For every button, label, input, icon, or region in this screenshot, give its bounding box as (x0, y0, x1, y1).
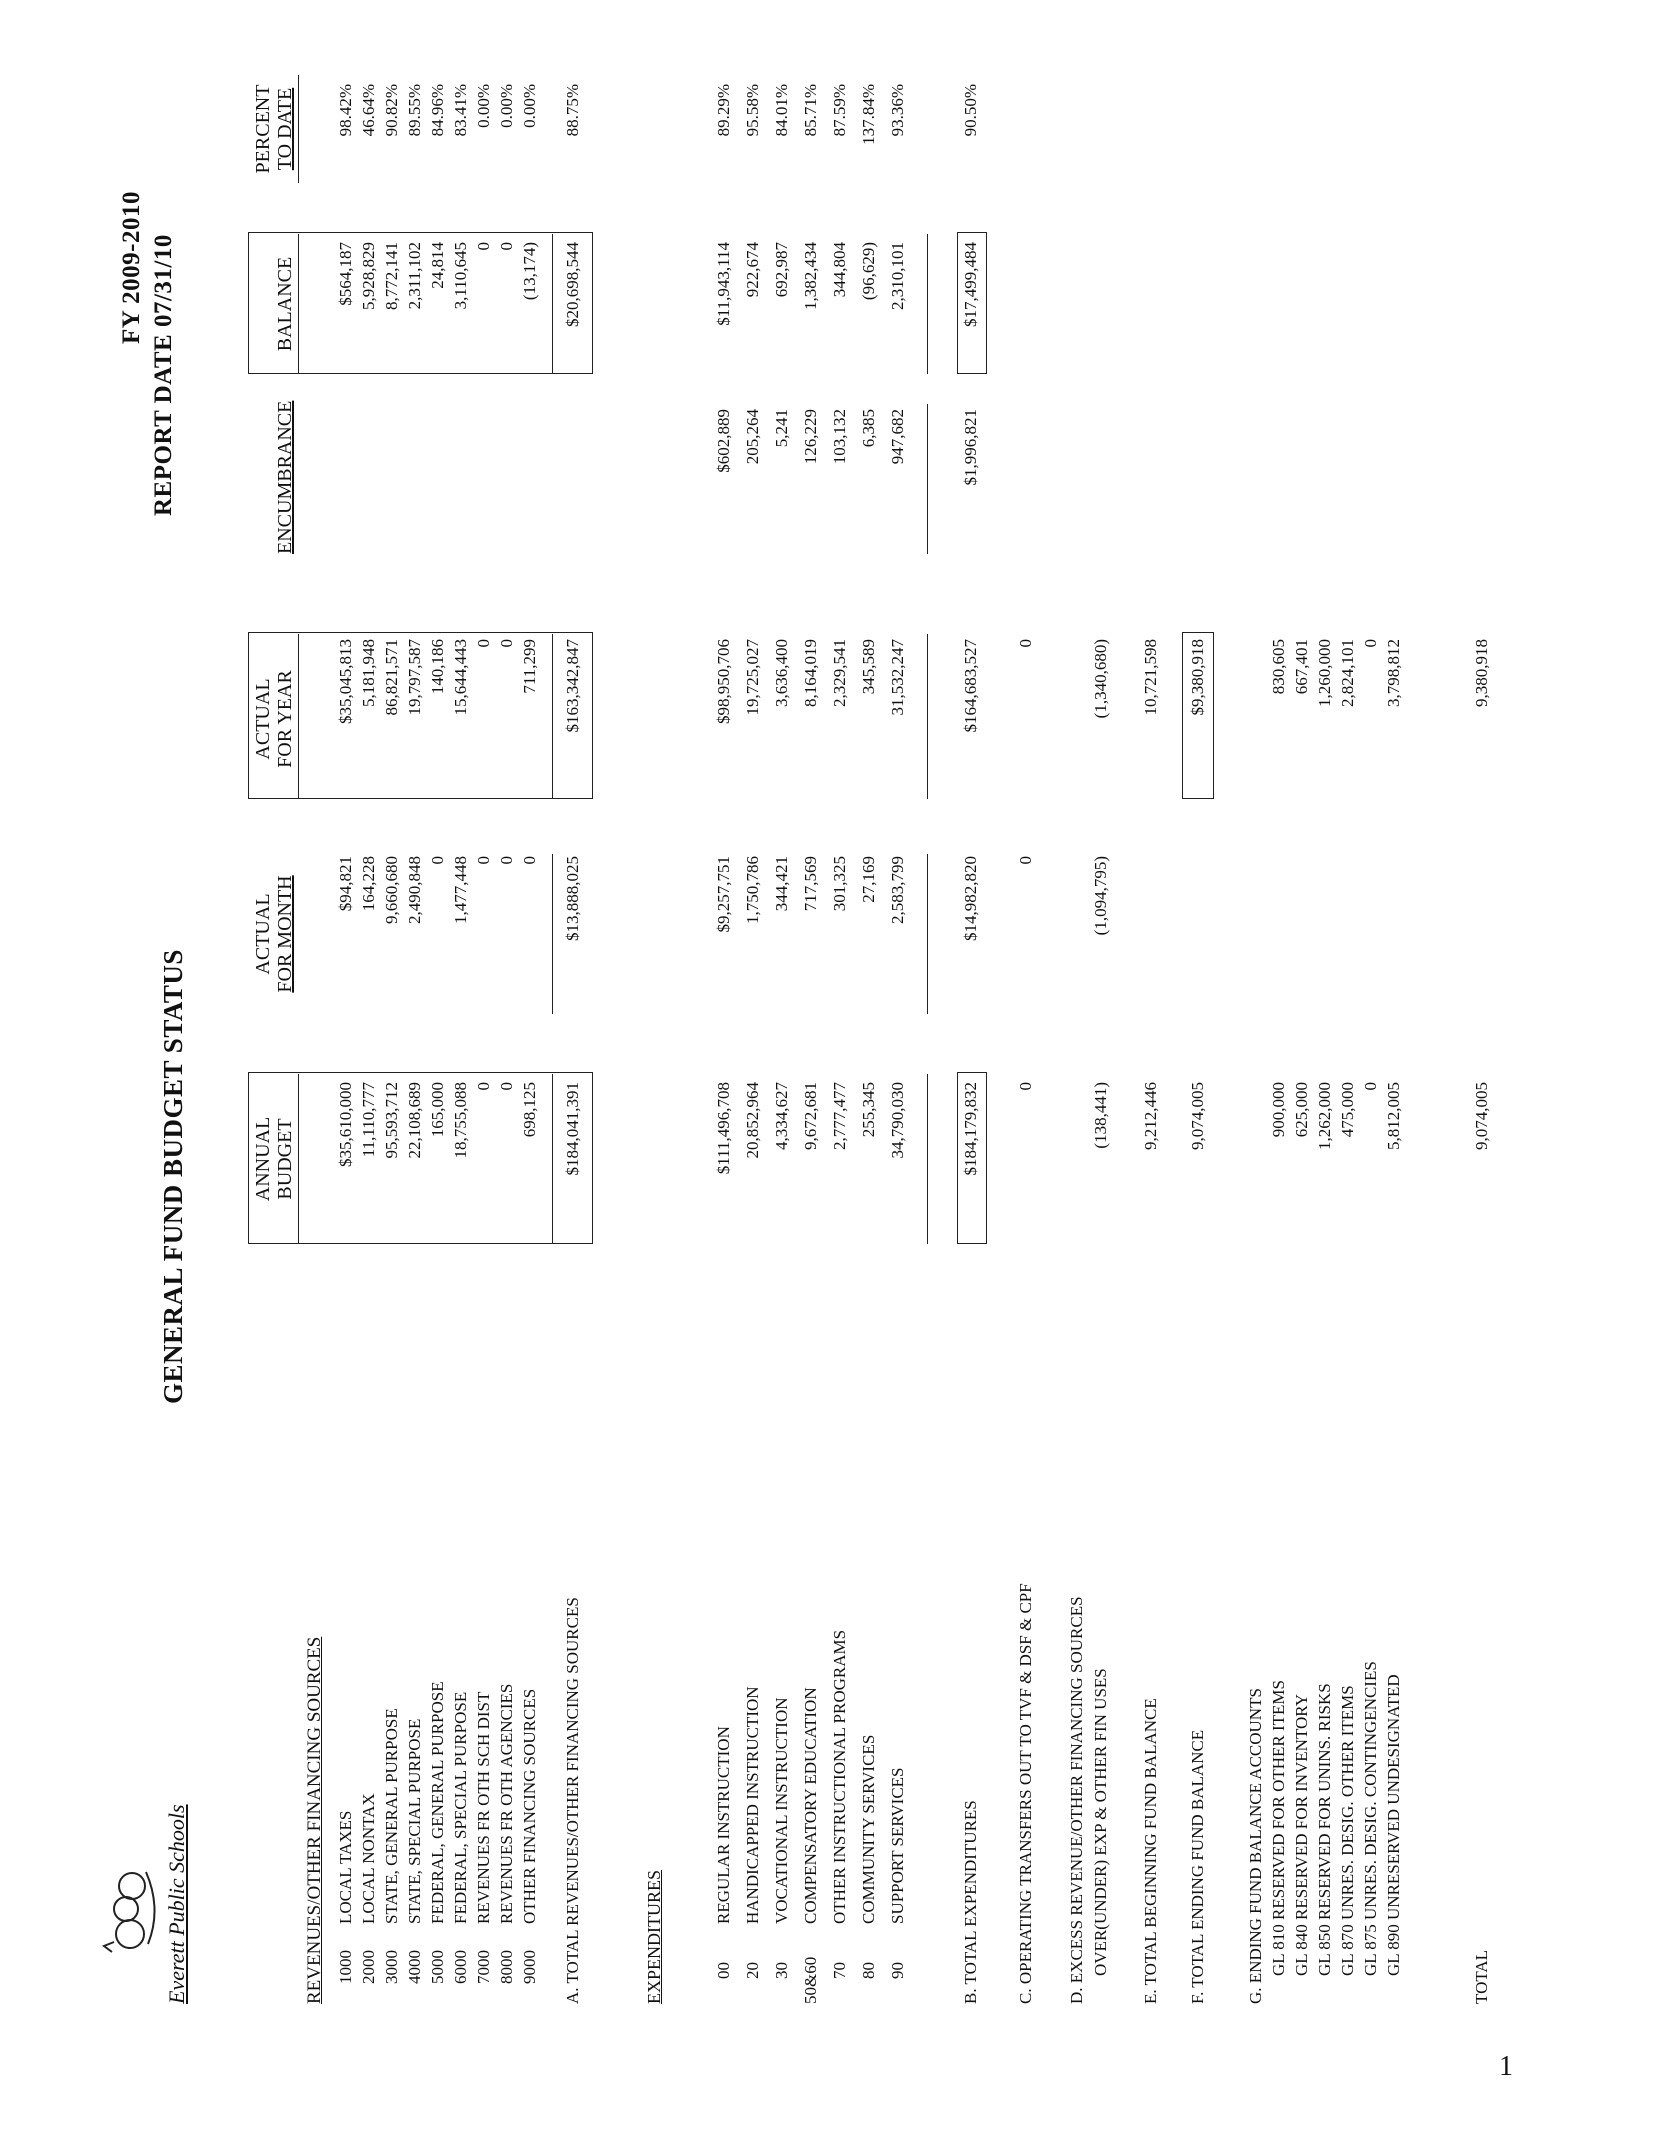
revenue-balance: $564,187 (336, 242, 355, 306)
account-label: GL 890 UNRESERVED UNDESIGNATED (1384, 1674, 1403, 1976)
revenue-month: 9,660,680 (382, 856, 401, 924)
transfers-label: C. OPERATING TRANSFERS OUT TO TVF & DSF & CPF (1016, 1583, 1035, 2004)
revenue-pct: 84.96% (428, 84, 447, 137)
revenue-pct: 0.00% (474, 84, 493, 128)
expenditure-label: REGULAR INSTRUCTION (714, 1726, 733, 1924)
expenditure-budget: 255,345 (859, 1082, 878, 1138)
revenue-label: LOCAL TAXES (336, 1810, 355, 1924)
header-encumbrance: ENCUMBRANCE (274, 400, 296, 554)
expenditure-label: COMPENSATORY EDUCATION (801, 1687, 820, 1924)
revenue-balance: 0 (497, 242, 516, 251)
expenditure-code: 90 (888, 1962, 907, 1979)
expenditure-year: 8,164,019 (801, 639, 820, 707)
expenditure-budget: $111,496,708 (714, 1082, 733, 1175)
excess-month: (1,094,795) (1091, 856, 1110, 936)
grand-total-year: 9,380,918 (1472, 639, 1491, 707)
revenue-budget: 698,125 (520, 1082, 539, 1138)
revenue-budget: 165,000 (428, 1082, 447, 1138)
account-budget: 1,262,000 (1315, 1082, 1334, 1150)
expenditure-budget: 4,334,627 (772, 1082, 791, 1150)
expenditure-year: 2,329,541 (830, 639, 849, 707)
expenditure-year: 19,725,027 (743, 639, 762, 716)
excess-label-line1: D. EXCESS REVENUE/OTHER FINANCING SOURCES (1067, 1596, 1086, 2004)
account-label: GL 870 UNRES. DESIG. OTHER ITEMS (1338, 1685, 1357, 1976)
expenditure-budget: 2,777,477 (830, 1082, 849, 1150)
expenditure-year: 345,589 (859, 639, 878, 695)
header-balance: BALANCE (274, 256, 296, 352)
account-budget: 900,000 (1269, 1082, 1288, 1138)
revenue-balance: 0 (474, 242, 493, 251)
revenues-heading: REVENUES/OTHER FINANCING SOURCES (304, 1636, 325, 2004)
total-expenditures-enc: $1,996,821 (961, 409, 980, 486)
expenditure-enc: 6,385 (859, 409, 878, 448)
transfers-year: 0 (1016, 639, 1035, 648)
total-revenues-pct: 88.75% (563, 84, 582, 137)
excess-budget: (138,441) (1091, 1082, 1110, 1149)
revenue-year: 19,797,587 (405, 639, 424, 716)
org-header (100, 1764, 190, 2004)
expenditure-label: OTHER INSTRUCTIONAL PROGRAMS (830, 1629, 849, 1924)
expenditure-enc: $602,889 (714, 409, 733, 473)
grand-total-label: TOTAL (1472, 1949, 1491, 2004)
account-budget: 5,812,005 (1384, 1082, 1403, 1150)
expenditure-label: SUPPORT SERVICES (888, 1767, 907, 1924)
revenue-year: 711,299 (520, 639, 539, 694)
total-expenditures-month: $14,982,820 (961, 856, 980, 941)
revenue-month: 164,228 (359, 856, 378, 912)
expenditure-enc: 126,229 (801, 409, 820, 465)
total-expenditures-label: B. TOTAL EXPENDITURES (961, 1800, 980, 2004)
revenue-code: 3000 (382, 1950, 401, 1984)
revenue-month: 1,477,448 (451, 856, 470, 924)
org-name: Everett Public Schools (164, 1804, 189, 2004)
expenditure-pct: 87.59% (830, 84, 849, 137)
account-label: GL 875 UNRES. DESIG. CONTINGENCIES (1361, 1661, 1380, 1976)
expenditure-balance: (96,629) (859, 242, 878, 301)
accounts-heading: G. ENDING FUND BALANCE ACCOUNTS (1246, 1688, 1265, 2004)
expenditure-pct: 137.84% (859, 84, 878, 145)
account-label: GL 850 RESERVED FOR UNINS. RISKS (1315, 1683, 1334, 1976)
total-revenues-balance: $20,698,544 (563, 242, 582, 327)
total-revenues-budget: $184,041,391 (563, 1082, 582, 1176)
header-percent: PERCENT TO DATE (252, 84, 296, 174)
revenue-code: 6000 (451, 1950, 470, 1984)
revenue-budget: 95,593,712 (382, 1082, 401, 1159)
school-logo-icon (100, 1854, 160, 1964)
expenditure-pct: 93.36% (888, 84, 907, 137)
revenue-label: REVENUES FR OTH AGENCIES (497, 1683, 516, 1924)
page-title: GENERAL FUND BUDGET STATUS (158, 949, 188, 1404)
expenditure-balance: 692,987 (772, 242, 791, 298)
expenditure-month: 2,583,799 (888, 856, 907, 924)
revenue-code: 7000 (474, 1950, 493, 1984)
revenue-balance: 5,928,829 (359, 242, 378, 310)
revenue-label: LOCAL NONTAX (359, 1793, 378, 1924)
expenditure-label: COMMUNITY SERVICES (859, 1734, 878, 1924)
account-label: GL 840 RESERVED FOR INVENTORY (1292, 1694, 1311, 1976)
revenue-month: 0 (428, 856, 447, 865)
revenue-pct: 46.64% (359, 84, 378, 137)
expenditure-month: 717,569 (801, 856, 820, 912)
ending-balance-year: $9,380,918 (1188, 639, 1207, 716)
expenditure-year: 3,636,400 (772, 639, 791, 707)
revenue-label: OTHER FINANCING SOURCES (520, 1688, 539, 1924)
excess-label-line2: OVER(UNDER) EXP & OTHER FIN USES (1091, 1668, 1110, 1976)
expenditure-pct: 84.01% (772, 84, 791, 137)
expenditure-year: $98,950,706 (714, 639, 733, 724)
expenditure-enc: 103,132 (830, 409, 849, 465)
header-actual-year: ACTUAL FOR YEAR (252, 670, 296, 768)
expenditure-pct: 85.71% (801, 84, 820, 137)
revenue-code: 9000 (520, 1950, 539, 1984)
expenditure-balance: 922,674 (743, 242, 762, 298)
revenue-month: 0 (474, 856, 493, 865)
budget-sheet (0, 44, 1560, 2144)
fiscal-year: FY 2009-2010 (118, 191, 145, 344)
expenditure-budget: 9,672,681 (801, 1082, 820, 1150)
revenue-budget: 0 (497, 1082, 516, 1091)
revenue-pct: 90.82% (382, 84, 401, 137)
expenditure-code: 50&60 (801, 1956, 820, 2004)
page-number: 1 (1499, 2051, 1513, 2082)
revenue-year: 0 (474, 639, 493, 648)
expenditure-year: 31,532,247 (888, 639, 907, 716)
revenue-label: FEDERAL, SPECIAL PURPOSE (451, 1691, 470, 1924)
account-budget: 625,000 (1292, 1082, 1311, 1138)
account-year: 3,798,812 (1384, 639, 1403, 707)
revenue-budget: 11,110,777 (359, 1082, 378, 1158)
revenue-pct: 83.41% (451, 84, 470, 137)
revenue-label: FEDERAL, GENERAL PURPOSE (428, 1681, 447, 1924)
total-revenues-month: $13,888,025 (563, 856, 582, 941)
expenditure-month: $9,257,751 (714, 856, 733, 933)
revenue-label: REVENUES FR OTH SCH DIST (474, 1691, 493, 1924)
revenue-month: 0 (497, 856, 516, 865)
revenue-pct: 0.00% (497, 84, 516, 128)
expenditure-balance: 1,382,434 (801, 242, 820, 310)
ending-balance-budget: 9,074,005 (1188, 1082, 1207, 1150)
expenditure-code: 30 (772, 1962, 791, 1979)
expenditure-code: 70 (830, 1962, 849, 1979)
expenditure-code: 00 (714, 1962, 733, 1979)
revenue-code: 5000 (428, 1950, 447, 1984)
revenue-code: 8000 (497, 1950, 516, 1984)
revenue-month: 2,490,848 (405, 856, 424, 924)
excess-year: (1,340,680) (1091, 639, 1110, 719)
account-year: 830,605 (1269, 639, 1288, 695)
account-year: 0 (1361, 639, 1380, 648)
revenue-year: 5,181,948 (359, 639, 378, 707)
expenditure-code: 20 (743, 1962, 762, 1979)
expenditure-label: VOCATIONAL INSTRUCTION (772, 1697, 791, 1924)
revenue-balance: (13,174) (520, 242, 539, 301)
revenue-budget: 22,108,689 (405, 1082, 424, 1159)
expenditure-pct: 95.58% (743, 84, 762, 137)
expenditures-heading: EXPENDITURES (644, 1870, 664, 2004)
expenditure-enc: 5,241 (772, 409, 791, 448)
expenditure-label: HANDICAPPED INSTRUCTION (743, 1686, 762, 1924)
account-budget: 0 (1361, 1082, 1380, 1091)
account-year: 2,824,101 (1338, 639, 1357, 707)
beginning-balance-year: 10,721,598 (1141, 639, 1160, 716)
revenue-year: 140,186 (428, 639, 447, 695)
revenue-label: STATE, GENERAL PURPOSE (382, 1708, 401, 1924)
revenue-pct: 89.55% (405, 84, 424, 137)
revenue-budget: 0 (474, 1082, 493, 1091)
revenue-code: 4000 (405, 1950, 424, 1984)
revenue-label: STATE, SPECIAL PURPOSE (405, 1718, 424, 1924)
revenue-year: 86,821,571 (382, 639, 401, 716)
beginning-balance-label: E. TOTAL BEGINNING FUND BALANCE (1141, 1698, 1160, 2004)
total-expenditures-budget: $184,179,832 (961, 1082, 980, 1176)
grand-total-budget: 9,074,005 (1472, 1082, 1491, 1150)
total-revenues-year: $163,342,847 (563, 639, 582, 733)
expenditure-code: 80 (859, 1962, 878, 1979)
expenditure-month: 301,325 (830, 856, 849, 912)
revenue-year: $35,045,813 (336, 639, 355, 724)
revenue-balance: 8,772,141 (382, 242, 401, 310)
revenue-balance: 2,311,102 (405, 242, 424, 310)
expenditure-budget: 20,852,964 (743, 1082, 762, 1159)
revenue-year: 15,644,443 (451, 639, 470, 716)
account-label: GL 810 RESERVED FOR OTHER ITEMS (1269, 1680, 1288, 1976)
expenditure-pct: 89.29% (714, 84, 733, 137)
ending-balance-label: F. TOTAL ENDING FUND BALANCE (1188, 1729, 1207, 2004)
revenue-month: $94,821 (336, 856, 355, 912)
revenue-code: 1000 (336, 1950, 355, 1984)
account-budget: 475,000 (1338, 1082, 1357, 1138)
account-year: 667,401 (1292, 639, 1311, 695)
report-date: REPORT DATE 07/31/10 (150, 234, 177, 516)
revenue-pct: 98.42% (336, 84, 355, 137)
header-actual-month: ACTUAL FOR MONTH (252, 875, 296, 993)
revenue-budget: 18,755,088 (451, 1082, 470, 1159)
total-expenditures-year: $164,683,527 (961, 639, 980, 733)
expenditure-month: 27,169 (859, 856, 878, 903)
transfers-budget: 0 (1016, 1082, 1035, 1091)
transfers-month: 0 (1016, 856, 1035, 865)
expenditure-balance: $11,943,114 (714, 242, 733, 326)
beginning-balance-budget: 9,212,446 (1141, 1082, 1160, 1150)
expenditure-enc: 947,682 (888, 409, 907, 465)
total-expenditures-balance: $17,499,484 (961, 242, 980, 327)
expenditure-balance: 344,804 (830, 242, 849, 298)
expenditure-month: 344,421 (772, 856, 791, 912)
revenue-year: 0 (497, 639, 516, 648)
header-annual-budget: ANNUAL BUDGET (252, 1116, 296, 1202)
revenue-balance: 24,814 (428, 242, 447, 289)
revenue-pct: 0.00% (520, 84, 539, 128)
revenue-month: 0 (520, 856, 539, 865)
revenue-budget: $35,610,000 (336, 1082, 355, 1167)
expenditure-budget: 34,790,030 (888, 1082, 907, 1159)
revenue-balance: 3,110,645 (451, 242, 470, 310)
expenditure-enc: 205,264 (743, 409, 762, 465)
total-revenues-label: A. TOTAL REVENUES/OTHER FINANCING SOURCES (563, 1597, 582, 2004)
account-year: 1,260,000 (1315, 639, 1334, 707)
total-expenditures-pct: 90.50% (961, 84, 980, 137)
expenditure-month: 1,750,786 (743, 856, 762, 924)
revenue-code: 2000 (359, 1950, 378, 1984)
expenditure-balance: 2,310,101 (888, 242, 907, 310)
